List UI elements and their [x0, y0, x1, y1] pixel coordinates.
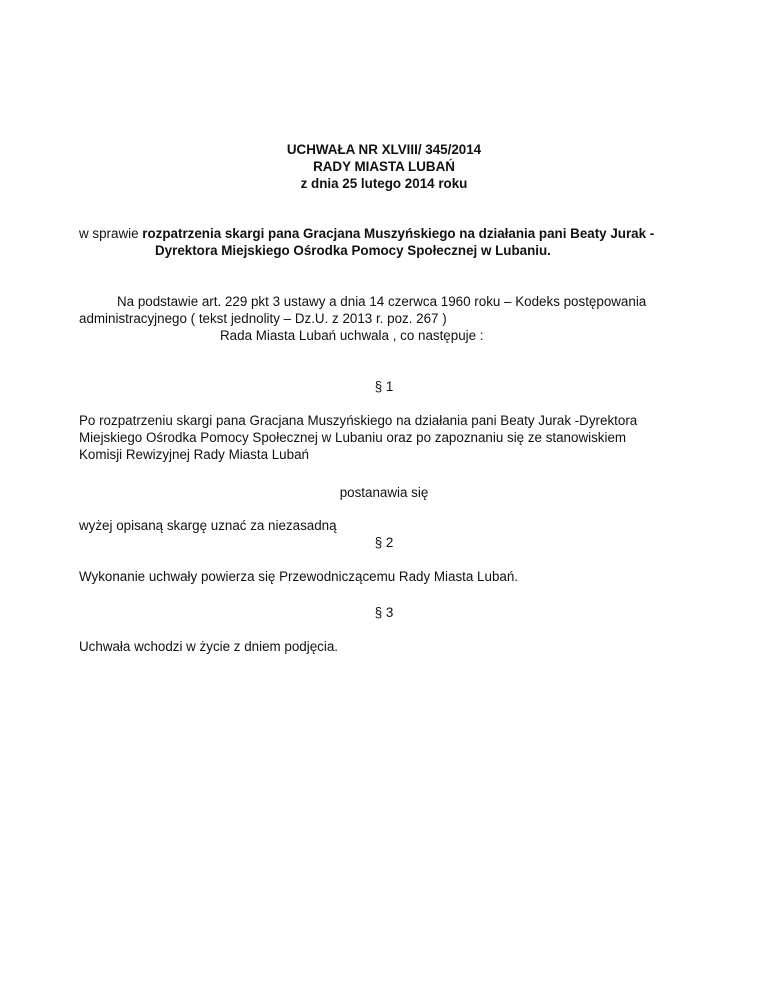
section-1-conclusion: wyżej opisaną skargę uznać za niezasadną [79, 518, 337, 533]
subject-bold-1: rozpatrzenia skargi pana Gracjana Muszyńskiego na działania pani Beaty Jurak - [142, 226, 655, 241]
section-2-heading: § 2 [374, 535, 394, 550]
section-2-text: Wykonanie uchwały powierza się Przewodniczącemu Rady Miasta Lubań. [79, 569, 519, 584]
section-3-heading: § 3 [374, 605, 394, 620]
section-1-decision: postanawia się [339, 485, 429, 500]
section-1-line-1: Po rozpatrzeniu skargi pana Gracjana Muszyńskiego na działania pani Beaty Jurak -Dyrektora [79, 413, 638, 428]
section-1-heading: § 1 [374, 379, 394, 394]
preamble-line-2: administracyjnego ( tekst jednolity – Dz.U. z 2013 r. poz. 267 ) [79, 311, 447, 326]
resolution-date: z dnia 25 lutego 2014 roku [300, 176, 468, 191]
section-1-line-2: Miejskiego Ośrodka Pomocy Społecznej w Lubaniu oraz po zapoznaniu się ze stanowiskiem [79, 430, 627, 445]
resolution-title: UCHWAŁA NR XLVIII/ 345/2014 [286, 142, 482, 157]
subject-prefix: w sprawie [79, 226, 143, 241]
preamble-line-3: Rada Miasta Lubań uchwala , co następuje : [220, 328, 484, 343]
council-name: RADY MIASTA LUBAŃ [313, 159, 455, 174]
preamble-line-1: Na podstawie art. 229 pkt 3 ustawy a dnia 14 czerwca 1960 roku – Kodeks postępowania [117, 294, 647, 309]
subject-line-1 [79, 225, 654, 242]
subject-line-2: Dyrektora Miejskiego Ośrodka Pomocy Społecznej w Lubaniu. [155, 243, 551, 258]
section-3-text: Uchwała wchodzi w życie z dniem podjęcia. [79, 639, 338, 654]
section-1-line-3: Komisji Rewizyjnej Rady Miasta Lubań [79, 447, 309, 462]
